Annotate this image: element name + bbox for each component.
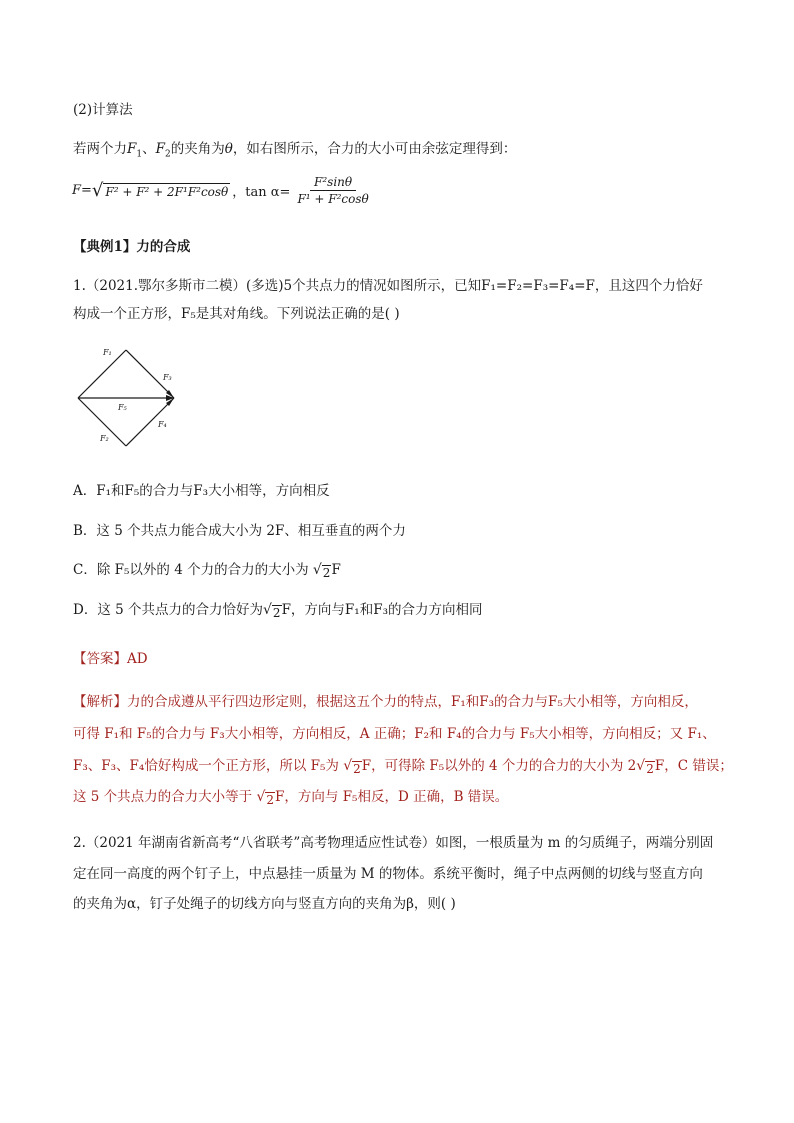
force-f4-line: [126, 398, 174, 446]
sqrt-radical: √ F² + F² + 2F¹F²cosθ: [91, 179, 229, 201]
tan-fraction: $\frac{\text{F²sinθ}}{\text{F¹ + F²cosθ}}$: [297, 175, 369, 206]
intro-text: 若两个力$F_1$、$F_2$的夹角为θ，如右图所示，合力的大小可由余弦定理得到：: [73, 141, 517, 160]
label-f5: F₅: [118, 403, 127, 412]
example-heading: 【典例1】力的合成: [73, 239, 191, 255]
option-a: A．F₁和F₅的合力与F₃大小相等，方向相反: [73, 483, 330, 499]
option-c: C．除 F₅以外的 4 个力的合力的大小为 √ 2 F: [73, 562, 341, 580]
formula-lhs: F=: [72, 183, 92, 198]
force-f1-line: [78, 350, 126, 398]
label-f2: F₂: [100, 434, 109, 443]
sqrt-symbol: √ 2: [636, 758, 654, 776]
analysis-line-4: 这 5 个共点力的合力大小等于 √ 2 F，方向与 F₅相反，D 正确，B 错误。: [73, 789, 509, 807]
sqrt-symbol: √ 2: [343, 758, 361, 776]
label-f4: F₄: [158, 420, 167, 429]
resultant-formula: [72, 175, 373, 206]
question-2-line-2: 定在同一高度的两个钉子上，中点悬挂一质量为 M 的物体。系统平衡时，绳子中点两侧的切线与竖直方向: [73, 866, 703, 882]
option-d: D．这 5 个共点力的合力恰好为 √ 2 F，方向与F₁和F₃的合力方向相同: [73, 602, 483, 620]
label-f1: F₁: [103, 348, 112, 357]
question-2-line-3: 的夹角为α，钉子处绳子的切线方向与竖直方向的夹角为β，则( ): [73, 896, 456, 912]
sqrt-symbol: √ 2: [312, 562, 331, 580]
analysis-line-1: 【解析】力的合成遵从平行四边形定则，根据这五个力的特点，F₁和F₃的合力与F₅大小相等，方向相反，: [73, 694, 698, 710]
label-f3: F₃: [163, 373, 172, 382]
answer-line: 【答案】AD: [73, 651, 148, 667]
sqrt-symbol: √ 2: [256, 789, 275, 807]
analysis-line-2: 可得 F₁和 F₅的合力与 F₃大小相等，方向相反，A 正确；F₂和 F₄的合力与 F₅大小相等，方向相反；又 F₁、: [73, 726, 716, 742]
method-title: (2)计算法: [73, 102, 133, 118]
option-b: B．这 5 个共点力能合成大小为 2F、相互垂直的两个力: [73, 523, 406, 539]
question-1-line-2: 构成一个正方形，F₅是其对角线。下列说法正确的是( ): [73, 306, 400, 322]
analysis-line-3: F₃、F₃、F₄恰好构成一个正方形，所以 F₅为 √ 2 F，可得除 F₅以外的 4 个力的合力的大小为 2 √ 2 F，C 错误；: [73, 758, 733, 776]
sqrt-symbol: √ 2: [263, 602, 281, 620]
formula-tan: ，tan α=: [232, 185, 291, 200]
arrowhead-f5: [166, 395, 174, 401]
force-square-diagram: [70, 340, 190, 455]
question-2-line-1: 2.（2021 年湖南省新高考“八省联考”高考物理适应性试卷）如图，一根质量为 m 的匀质绳子，两端分别固: [73, 835, 714, 851]
question-1-line-1: 1.（2021.鄂尔多斯市二模）(多选)5个共点力的情况如图所示，已知F₁=F₂=F₃=F₄=F，且这四个力恰好: [73, 278, 703, 294]
